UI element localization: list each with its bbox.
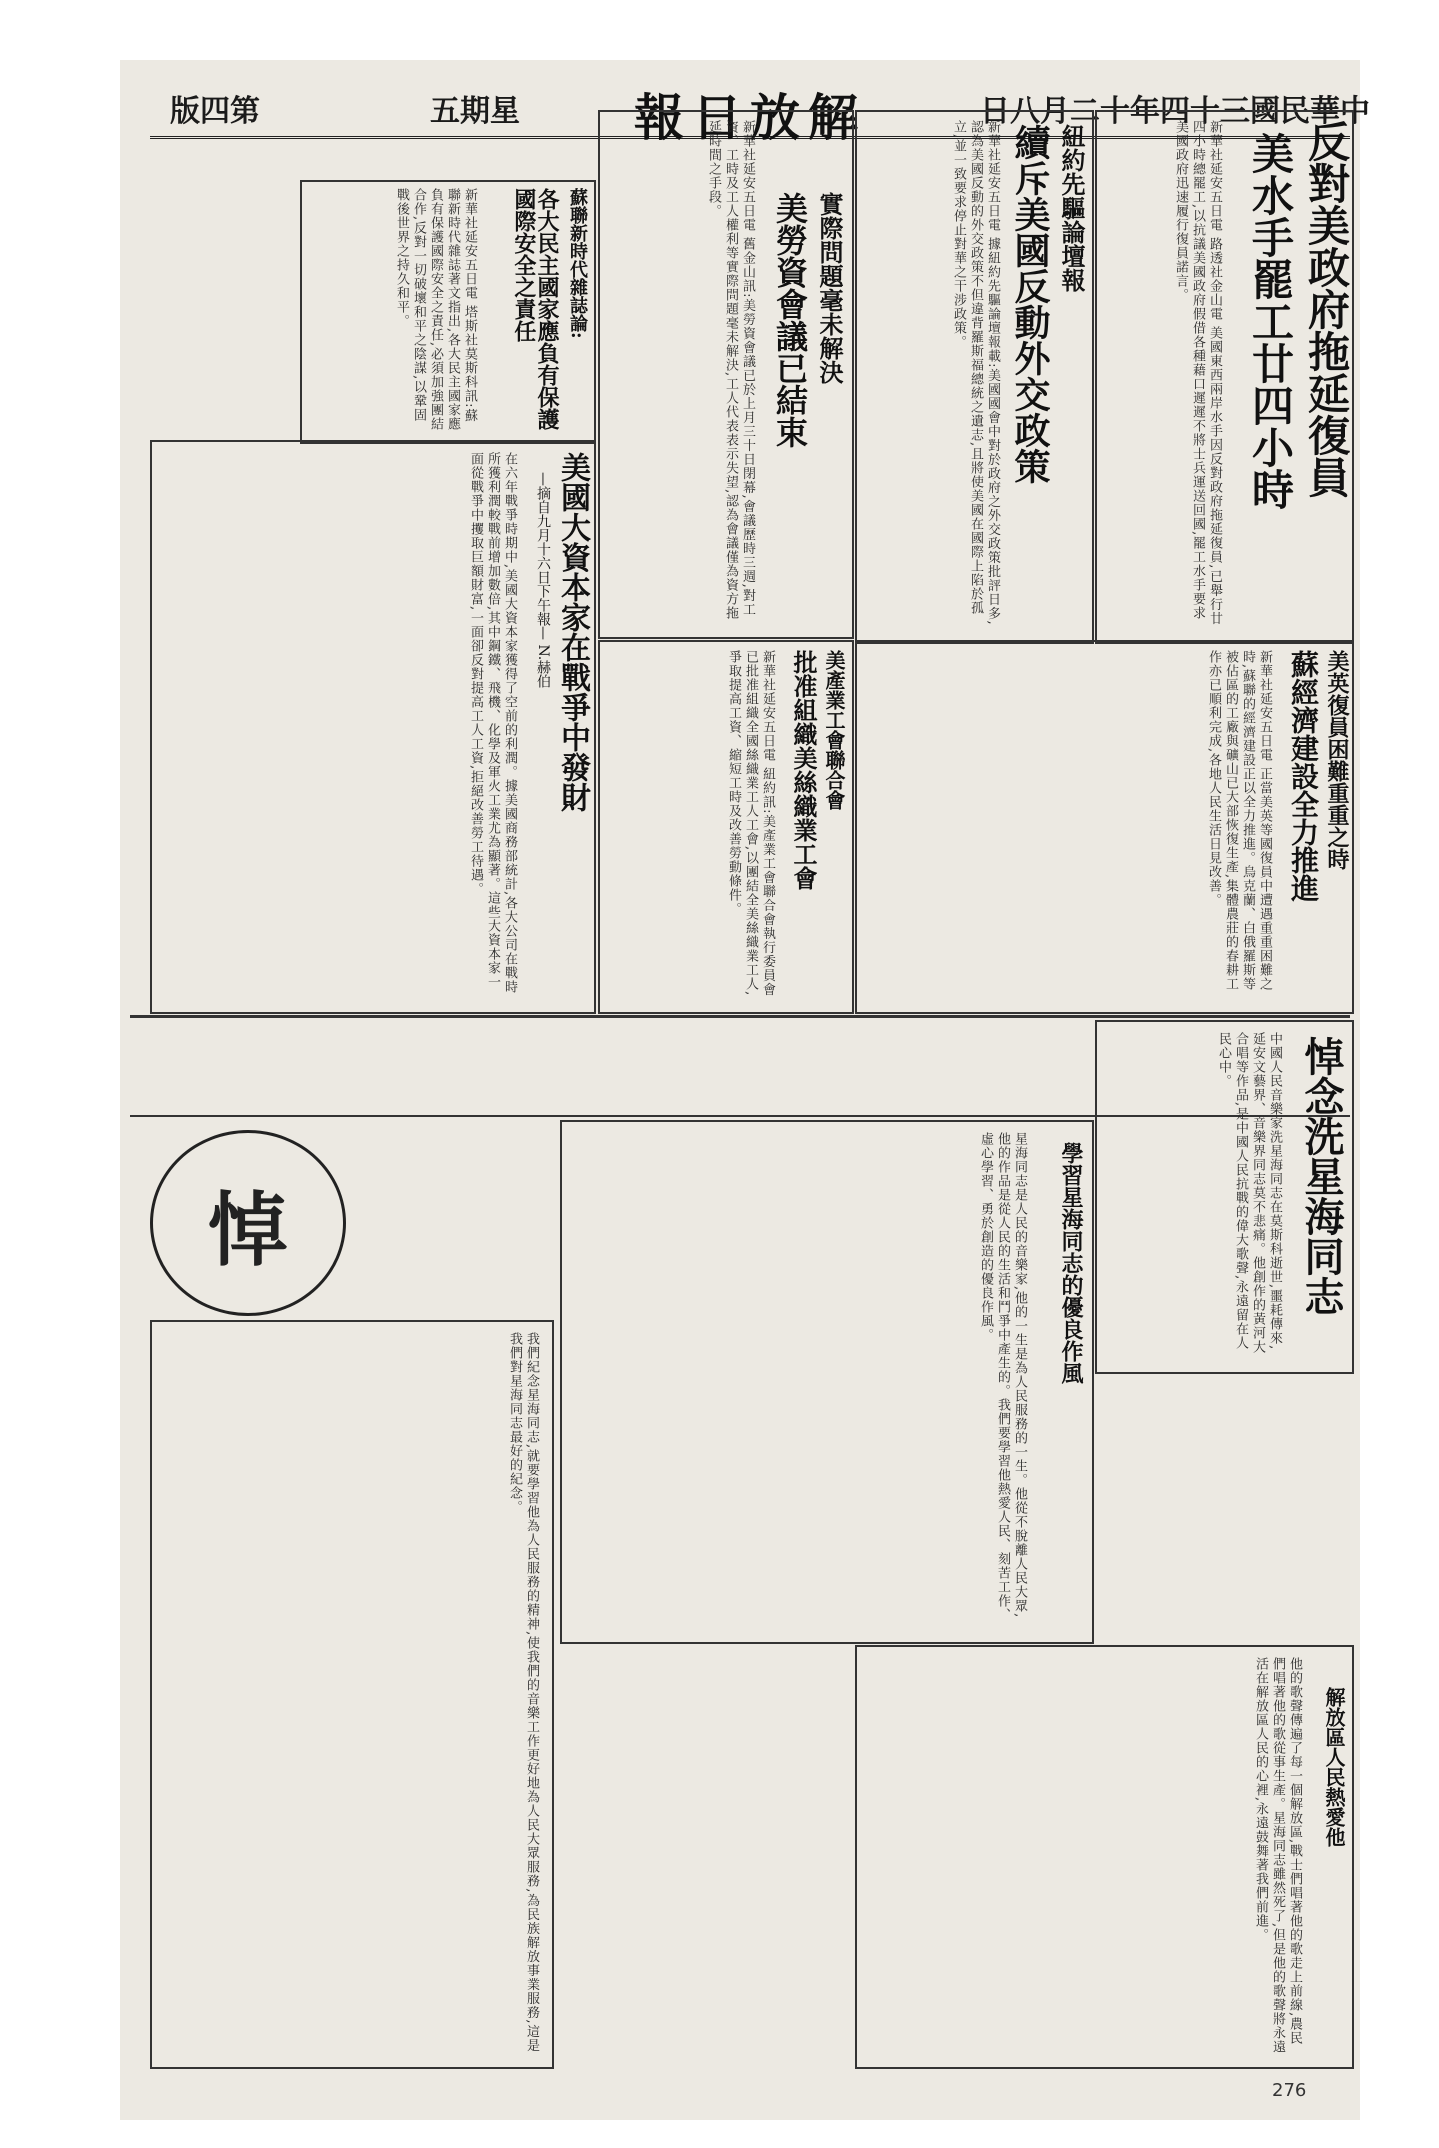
article-body: 新華社延安五日電 路透社金山電 美國東西兩岸水手因反對政府拖延復員,已舉行廿四小時總罷工,以抗議美國政府假借各種藉口遲遲不將士兵運送回國,罷工水手要求美國政府迅速履行復員諾言。 [1173,120,1222,626]
article-subhead: —摘自九月十六日下午報— N.赫伯 [535,472,551,689]
date-label: 日八月二十年四十三國民華中 [980,94,1370,129]
article-headline: 美產業工會聯合會 [822,650,846,810]
article-headline: 實際問題毫未解決 [815,192,844,384]
article-box [598,110,854,639]
section-divider [130,1015,1350,1018]
article-headline: 續斥美國反動外交政策 [1009,124,1051,484]
article-body: 新華社延安五日電 舊金山訊:美勞資會議已於上月三十日閉幕,會議歷時三週,對工資、工時及工人權利等實際問題毫未解決,工人代表表示失望,認為會議僅為資方拖延時間之手段。 [706,120,755,621]
article-box [1095,110,1354,644]
article-headline: 蘇聯新時代雜誌論: [567,188,588,339]
article-headline: 美國大資本家在戰爭中發財 [555,452,590,812]
emblem-glyph: 悼 [208,1182,288,1277]
article-headline: 解放區人民熱愛他 [1322,1687,1346,1847]
article-headline: 美勞資會議已結束 [771,192,809,448]
article-body: 我們紀念星海同志,就要學習他為人民服務的精神,使我們的音樂工作更好地為人民大眾服務,為民族解放事業服務,這是我們對星海同志最好的紀念。 [507,1332,539,2053]
article-body: 在六年戰爭時期中,美國大資本家獲得了空前的利潤。據美國商務部統計,各大公司在戰時所獲利潤較戰前增加數倍,其中鋼鐵、飛機、化學及軍火工業尤為顯著。這些大資本家一面從戰爭中攫取巨額財富,一面卻反對提高工人工資,拒絕改善勞工待遇。 [468,452,517,995]
article-body: 新華社延安五日電 紐約訊:美產業工會聯合會執行委員會已批准組織全國絲織業工人工會,以團結全美絲織業工人,爭取提高工資、縮短工時及改善勞動條件。 [726,650,775,997]
article-body: 新華社延安五日電 塔斯社莫斯科訊:蘇聯新時代雜誌著文指出,各大民主國家應負有保護國際安全之責任,必須加強團結合作,反對一切破壞和平之陰謀,以鞏固戰後世界之持久和平。 [394,188,477,432]
article-headline: 紐約先驅論壇報 [1057,124,1086,292]
article-box [855,640,1354,1014]
page-number: 276 [1272,2080,1307,2101]
article-body: 新華社延安五日電 據紐約先驅論壇報載:美國國會中對於政府之外交政策批評日多,認為美國反動的外交政策不但違背羅斯福總統之遺志,且將使美國在國際上陷於孤立,並一致要求停止對華之干涉政策。 [951,120,1000,626]
article-headline: 悼念洗星海同志 [1298,1036,1345,1316]
page-label: 版四第 [170,94,260,129]
article-headline: 批准組織美絲織業工會 [789,650,818,890]
article-body: 新華社延安五日電 正當美英等國復員中遭遇重重困難之時,蘇聯的經濟建設正以全力推進。烏克蘭、白俄羅斯等被佔區的工廠與礦山已大部恢復生產,集體農莊的春耕工作亦已順利完成,各地人民生活日見改善。 [1206,650,1272,992]
article-headline: 蘇經濟建設全力推進 [1287,650,1320,902]
article-headline: 各大民主國家應負有保護國際安全之責任 [510,188,560,430]
weekday-label: 五期星 [430,94,520,129]
article-box [1095,1020,1354,1374]
article-headline: 美英復員困難重重之時 [1324,650,1350,870]
article-box [150,1320,554,2069]
article-box [855,1645,1354,2069]
article-headline: 學習星海同志的優良作風 [1058,1142,1084,1384]
article-body: 中國人民音樂家洗星海同志在莫斯科逝世,噩耗傳來,延安文藝界、音樂界同志莫不悲痛。他創作的黃河大合唱等作品,是中國人民抗戰的偉大歌聲,永遠留在人民心中。 [1216,1032,1282,1354]
article-body: 星海同志是人民的音樂家,他的一生是為人民服務的一生。他從不脫離人民大眾,他的作品是從人民的生活和鬥爭中產生的。我們要學習他熱愛人民、刻苦工作、虛心學習、勇於創造的優良作風。 [978,1132,1027,1622]
article-headline: 美水手罷工廿四小時 [1246,132,1295,510]
article-body: 他的歌聲傳遍了每一個解放區,戰士們唱著他的歌走上前線,農民們唱著他的歌從事生產。星海同志雖然死了,但是他的歌聲將永遠活在解放區人民的心裡,永遠鼓舞著我們前進。 [1253,1657,1302,2055]
article-box [150,440,596,1014]
memorial-emblem [150,1130,346,1316]
article-box [300,180,596,444]
article-headline: 反對美政府拖延復員 [1302,120,1351,498]
newspaper-title: 報日放解 [634,88,866,147]
article-box [560,1120,1094,1644]
article-box [598,640,854,1014]
article-box [855,110,1094,644]
